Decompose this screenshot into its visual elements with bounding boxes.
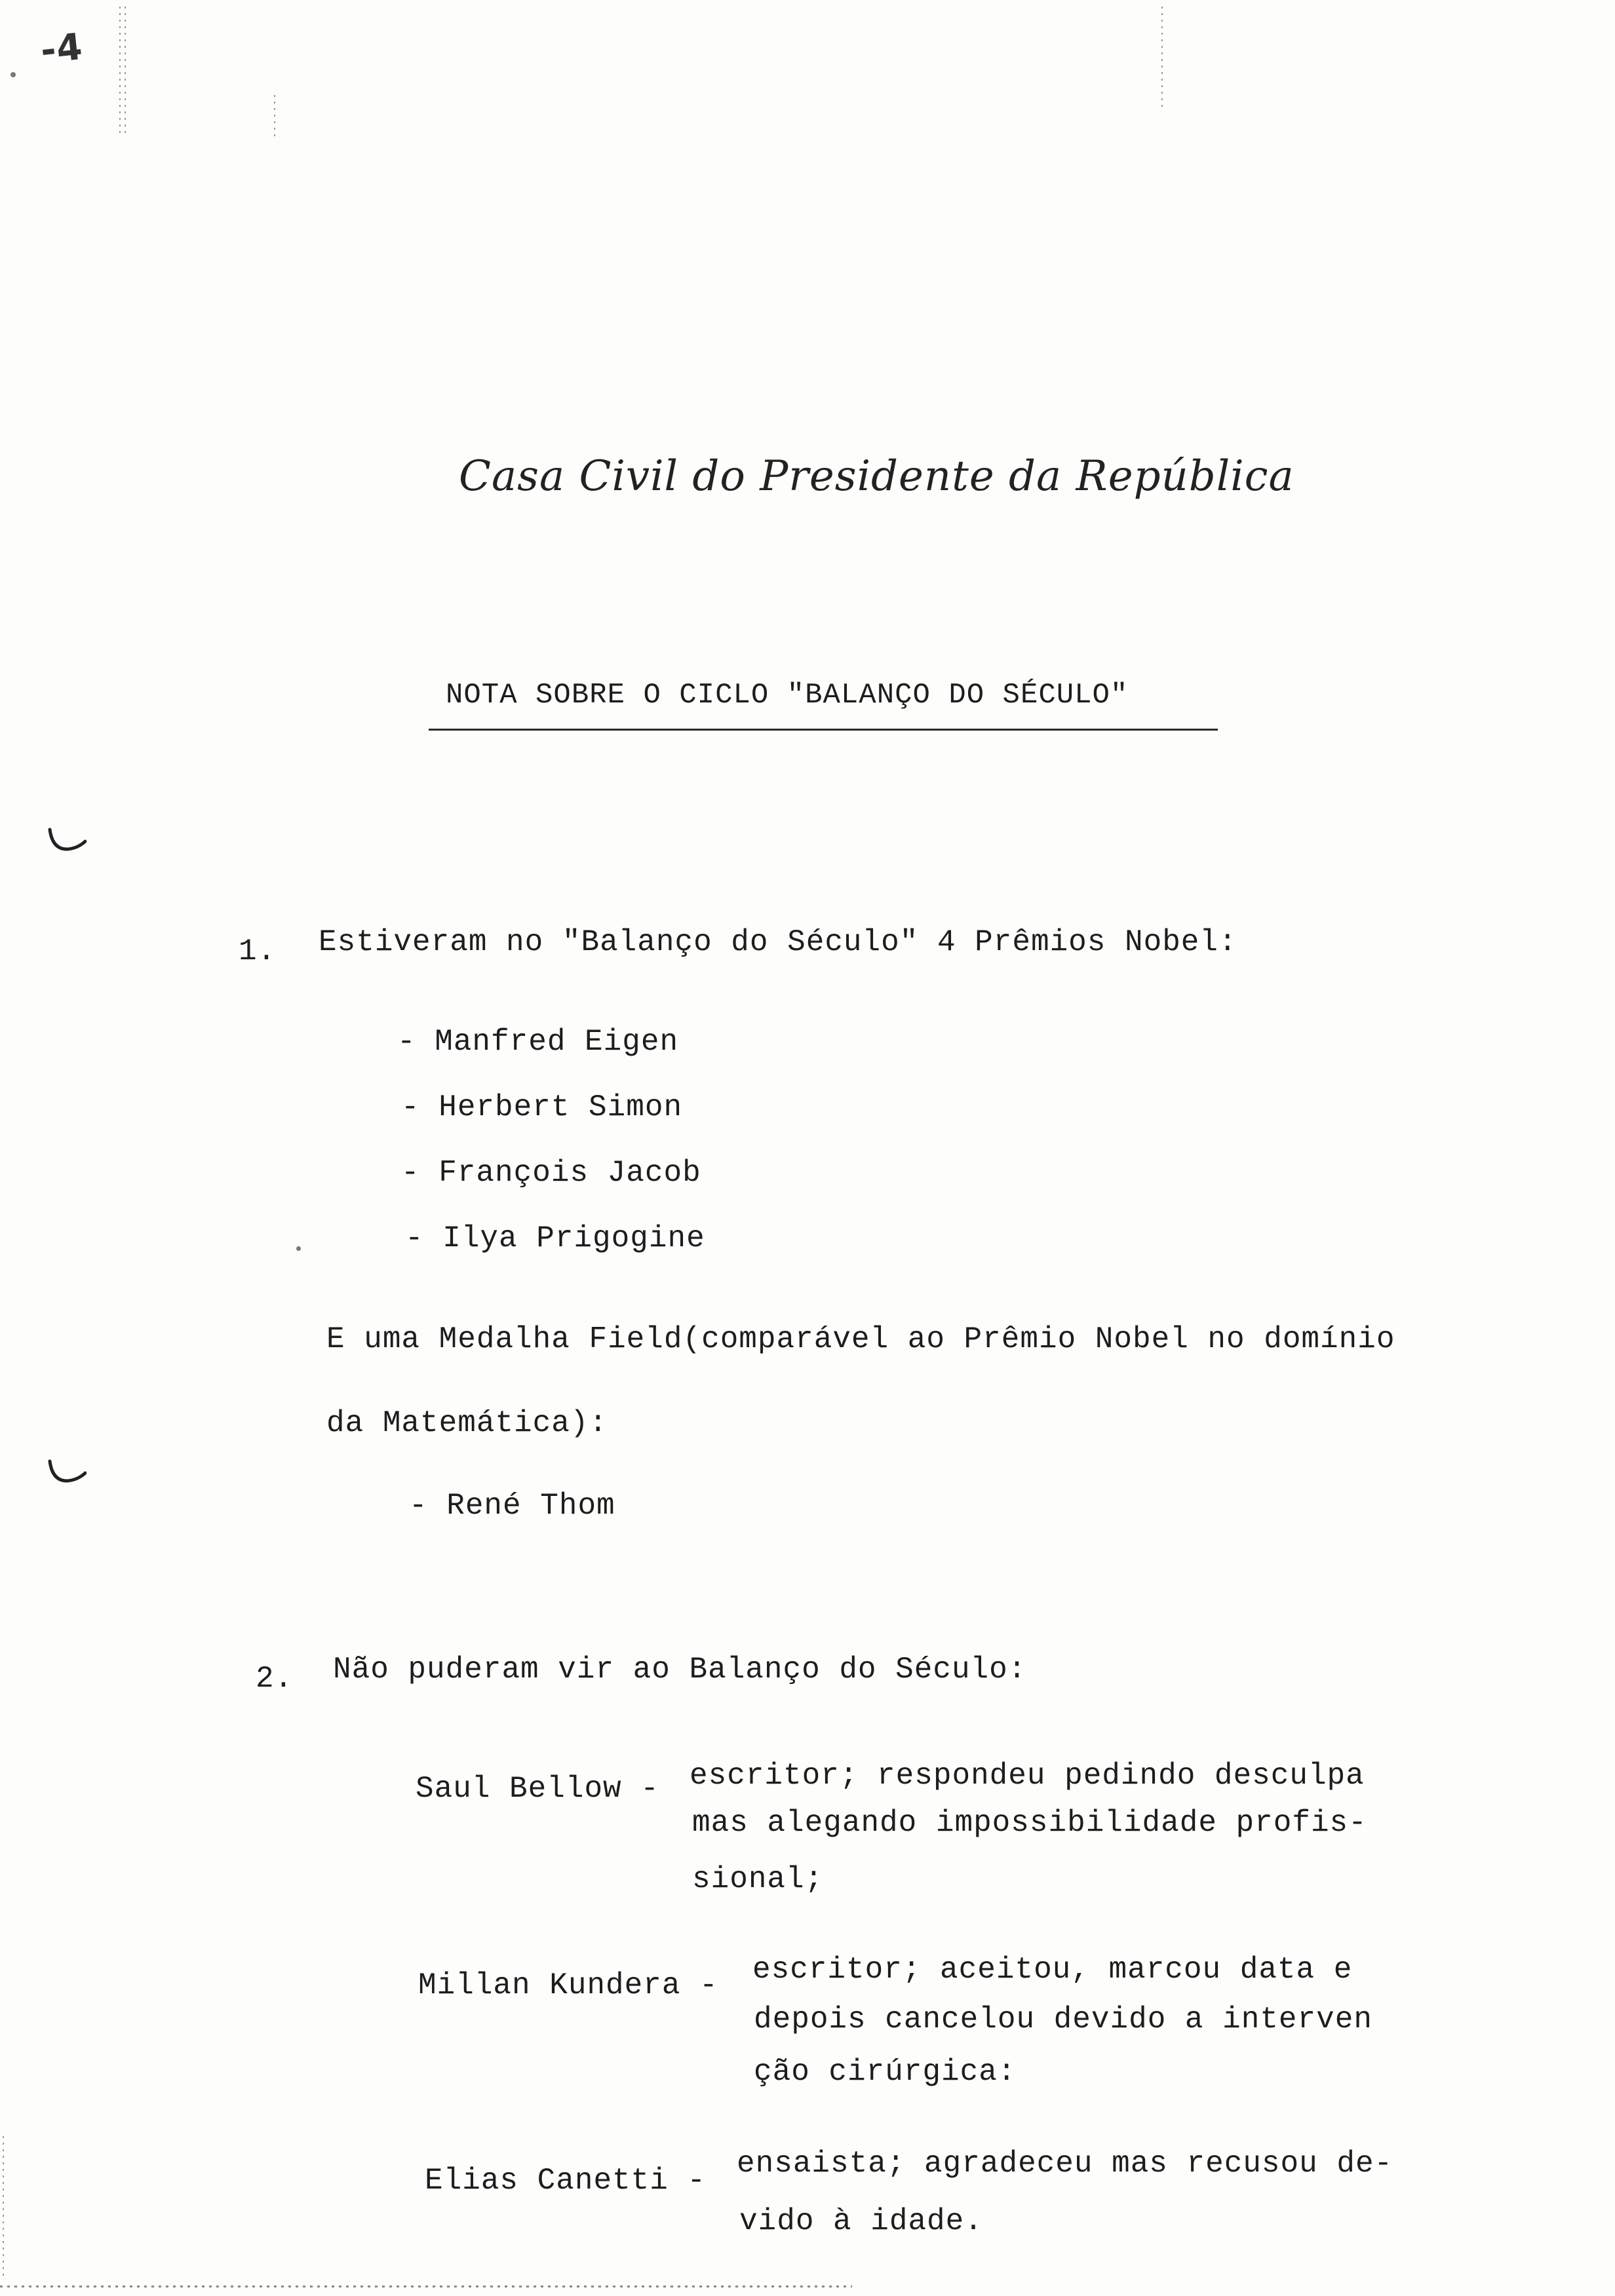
declined-detail-line: vido à idade.: [739, 2204, 983, 2238]
declined-detail-line: ensaista; agradeceu mas recusou de-: [737, 2147, 1393, 2181]
declined-detail-line: ção cirúrgica:: [754, 2055, 1017, 2089]
scan-artifact: [119, 7, 121, 138]
nobel-list-item: - François Jacob: [401, 1156, 701, 1190]
document-title: NOTA SOBRE O CICLO "BALANÇO DO SÉCULO": [446, 679, 1129, 712]
scan-artifact: [125, 7, 126, 138]
section-1-number: 1.: [239, 934, 277, 968]
nobel-list-item: - Manfred Eigen: [397, 1025, 679, 1059]
scan-artifact: [3, 2136, 4, 2280]
nobel-list-item: - Herbert Simon: [401, 1090, 683, 1124]
field-medal-winner: - René Thom: [409, 1489, 615, 1523]
section-2-intro: Não puderam vir ao Balanço do Século:: [333, 1653, 1027, 1687]
declined-name: Millan Kundera -: [418, 1968, 718, 2002]
page-number-mark: -4: [38, 25, 85, 73]
declined-detail-line: escritor; aceitou, marcou data e: [752, 1953, 1353, 1987]
scan-artifact: [296, 1246, 301, 1251]
nobel-list-item: - Ilya Prigogine: [405, 1221, 705, 1255]
declined-detail-line: escritor; respondeu pedindo desculpa: [690, 1759, 1365, 1793]
declined-detail-line: depois cancelou devido a interven: [754, 2002, 1372, 2037]
margin-check-mark: [47, 1459, 87, 1485]
declined-detail-line: mas alegando impossibilidade profis-: [692, 1806, 1367, 1840]
section-2-number: 2.: [256, 1662, 294, 1696]
letterhead: Casa Civil do Presidente da República: [459, 452, 1294, 501]
scan-artifact: [274, 95, 275, 141]
title-underline: [429, 729, 1218, 731]
scan-artifact: [1161, 7, 1163, 111]
declined-detail-line: sional;: [692, 1862, 824, 1896]
margin-check-mark: [47, 827, 87, 853]
scan-artifact: [10, 72, 16, 77]
declined-name: Saul Bellow -: [416, 1772, 659, 1806]
field-medal-line-1: E uma Medalha Field(comparável ao Prêmio Nobel no domínio: [326, 1322, 1395, 1356]
section-1-intro: Estiveram no "Balanço do Século" 4 Prêmios Nobel:: [319, 925, 1237, 959]
declined-name: Elias Canetti -: [425, 2164, 707, 2198]
field-medal-line-2: da Matemática):: [326, 1406, 608, 1440]
scan-artifact: [0, 2286, 852, 2287]
